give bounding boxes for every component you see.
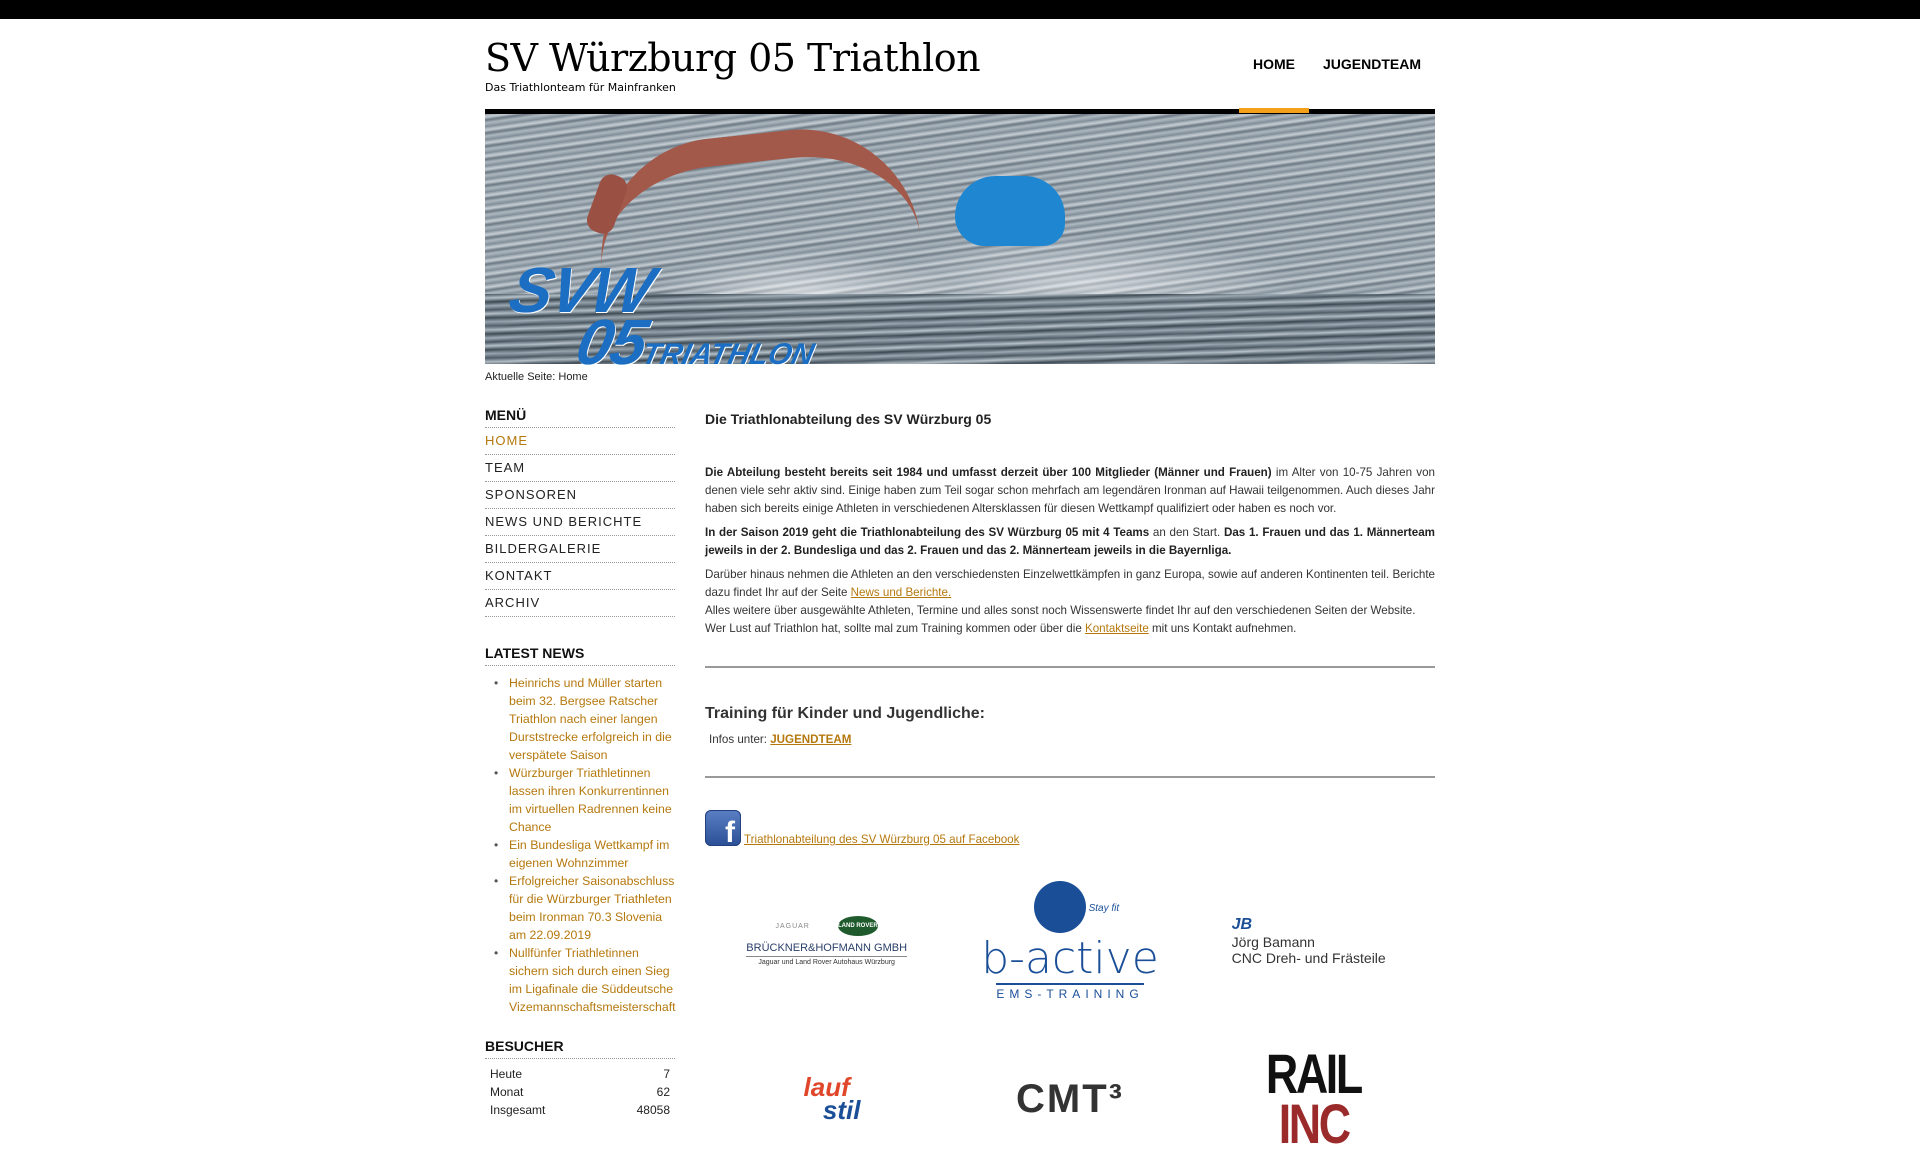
main-columns bbox=[485, 401, 1435, 1164]
sponsor-cmt3-logo[interactable] bbox=[948, 1034, 1191, 1164]
divider bbox=[705, 666, 1435, 668]
season-text: an den Start. bbox=[1149, 526, 1224, 539]
breadcrumb: Aktuelle Seite: Home bbox=[485, 371, 588, 383]
visitors-title: BESUCHER bbox=[485, 1038, 675, 1059]
banner-swimmer-arm bbox=[590, 118, 921, 271]
visitor-row-total bbox=[490, 1101, 670, 1119]
visitor-label: Insgesamt bbox=[490, 1103, 546, 1117]
jugendteam-link[interactable]: JUGENDTEAM bbox=[770, 733, 852, 746]
divider bbox=[705, 776, 1435, 778]
visitor-label: Heute bbox=[490, 1067, 523, 1081]
sidebar-item-news-und-berichte[interactable]: NEWS UND BERICHTE bbox=[485, 509, 675, 536]
facebook-row bbox=[705, 810, 1435, 849]
news-item[interactable]: • Heinrichs und Müller starten beim 32. Bergsee Ratscher Triathlon nach einer langen Durststrecke erfolgreich in die verspätete Saison bbox=[509, 674, 675, 764]
sponsor-sub: INC bbox=[1278, 1092, 1349, 1155]
facebook-icon[interactable] bbox=[705, 810, 741, 849]
facebook-link[interactable]: Triathlonabteilung des SV Würzburg 05 auf Facebook bbox=[744, 833, 1020, 846]
latest-news-title: LATEST NEWS bbox=[485, 645, 675, 666]
more-paragraph bbox=[705, 566, 1435, 638]
visitor-value: 7 bbox=[663, 1067, 670, 1081]
intro-paragraph bbox=[705, 464, 1435, 518]
site-tagline: Das Triathlonteam für Mainfranken bbox=[485, 81, 676, 94]
logo-svw: SVW bbox=[503, 254, 659, 326]
training-heading: Training für Kinder und Jugendliche: bbox=[705, 705, 986, 722]
sidebar-item-team[interactable]: TEAM bbox=[485, 455, 675, 482]
sidebar bbox=[485, 401, 675, 1164]
facebook-glyph: f bbox=[725, 816, 735, 849]
jaguar-icon: JAGUAR bbox=[775, 922, 810, 930]
sponsor-sub: stil bbox=[822, 1095, 861, 1125]
season-bold-2: Das 1. Frauen und das 1. Männerteam jeweils in der 2. Bundesliga und das 2. Frauen und das 2. Männerteam jeweils in die Bayernliga. bbox=[705, 526, 1435, 557]
sponsor-name: b-active bbox=[981, 933, 1159, 984]
visitor-label: Monat bbox=[490, 1085, 524, 1099]
sponsor-name: Jörg Bamann bbox=[1231, 934, 1315, 950]
more-text: Darüber hinaus nehmen die Athleten an den verschiedensten Einzelwettkämpfen in ganz Europa, sowie auf anderen Kontinenten teil. Berichte dazu findet Ihr auf der Seite bbox=[705, 568, 1435, 599]
content-heading: Die Triathlonabteilung des SV Würzburg 05 bbox=[705, 411, 992, 427]
sidebar-item-kontakt[interactable]: KONTAKT bbox=[485, 563, 675, 590]
main-content bbox=[705, 401, 1435, 1164]
sponsor-sub: EMS-TRAINING bbox=[996, 983, 1143, 1001]
site-title[interactable]: SV Würzburg 05 Triathlon bbox=[485, 36, 981, 80]
menu-title: MENÜ bbox=[485, 407, 675, 428]
kontaktseite-link[interactable]: Kontaktseite bbox=[1084, 622, 1149, 635]
nav-jugendteam[interactable]: JUGENDTEAM bbox=[1322, 56, 1421, 72]
sidebar-item-bildergalerie[interactable]: BILDERGALERIE bbox=[485, 536, 675, 563]
sponsor-name: BRÜCKNER&HOFMANN GMBH bbox=[746, 942, 907, 957]
visitor-value: 62 bbox=[656, 1085, 670, 1099]
sponsor-sub: CNC Dreh- und Frästeile bbox=[1231, 950, 1386, 966]
logo-05: 05 bbox=[570, 306, 653, 378]
infos-label: Infos unter: bbox=[709, 733, 771, 746]
link-period: . bbox=[947, 586, 952, 599]
visitor-counter bbox=[485, 1065, 675, 1119]
news-item[interactable]: • Würzburger Triathletinnen lassen ihren Konkurrentinnen im virtuellen Radrennen keine Chance bbox=[509, 764, 675, 836]
news-item[interactable]: • Ein Bundesliga Wettkampf im eigenen Wohnzimmer bbox=[509, 836, 675, 872]
sidebar-item-home[interactable]: HOME bbox=[485, 428, 675, 455]
latest-news-list bbox=[485, 674, 675, 1016]
jaguar-landrover-marks bbox=[775, 916, 877, 936]
sidebar-item-sponsoren[interactable]: SPONSOREN bbox=[485, 482, 675, 509]
season-bold: In der Saison 2019 geht die Triathlonabteilung des SV Würzburg 05 mit 4 Teams bbox=[705, 526, 1150, 539]
news-und-berichte-link[interactable]: News und Berichte bbox=[850, 586, 948, 599]
sponsor-logos bbox=[705, 876, 1435, 1164]
intro-text: im Alter von 10-75 Jahren von denen viele sehr aktiv sind. Einige haben zum Teil sogar schon mehrfach am legendären Ironman auf Hawaii teilgenommen. Auch dieses Jahr haben sich bereits einige Athleten in verschiedenen Altersklassen für diesen Wettkampf qualifiziert oder haben es noch vor. bbox=[705, 466, 1435, 515]
sponsor-brueckner-hofmann-logo[interactable] bbox=[705, 876, 948, 1006]
sponsor-name: CMT³ bbox=[1016, 1076, 1124, 1121]
sponsor-name: RAIL bbox=[1265, 1042, 1361, 1105]
sponsor-joerg-bamann-logo[interactable] bbox=[1192, 876, 1435, 1006]
nav-home[interactable]: HOME bbox=[1239, 19, 1309, 109]
jb-mark-icon: JB bbox=[1231, 916, 1253, 933]
sponsor-laufstil-logo[interactable] bbox=[705, 1034, 948, 1164]
sidebar-item-archiv[interactable]: ARCHIV bbox=[485, 590, 675, 617]
news-item[interactable]: • Erfolgreicher Saisonabschluss für die Würzburger Triathleten beim Ironman 70.3 Slovenia am 22.09.2019 bbox=[509, 872, 675, 944]
heartbeat-icon bbox=[1034, 881, 1086, 933]
intro-bold: Die Abteilung besteht bereits seit 1984 und umfasst derzeit über 100 Mitglieder (Männer und Frauen) bbox=[705, 466, 1272, 479]
visitor-row-today bbox=[490, 1065, 670, 1083]
land-rover-icon: LAND ROVER bbox=[838, 916, 878, 936]
sponsor-name: lauf bbox=[803, 1072, 850, 1102]
top-nav bbox=[1239, 19, 1435, 109]
infos-line bbox=[705, 733, 1435, 746]
sponsor-rail-inc-logo[interactable] bbox=[1192, 1034, 1435, 1164]
news-item[interactable]: • Nullfünfer Triathletinnen sichern sich durch einen Sieg im Ligafinale die Süddeutsche Vizemannschaftsmeisterschaft bbox=[509, 944, 675, 1016]
browser-top-bar bbox=[0, 0, 1920, 19]
visitor-value: 48058 bbox=[636, 1103, 670, 1117]
logo-triathlon: TRIATHLON bbox=[638, 338, 818, 371]
visitor-row-month bbox=[490, 1083, 670, 1101]
sponsor-sub: Jaguar und Land Rover Autohaus Würzburg bbox=[758, 959, 895, 966]
contact-text: Wer Lust auf Triathlon hat, sollte mal zum Training kommen oder über die bbox=[705, 622, 1085, 635]
page-wrapper bbox=[485, 19, 1435, 1164]
season-paragraph bbox=[705, 524, 1435, 560]
sponsor-b-active-logo[interactable] bbox=[948, 876, 1191, 1006]
banner-swim-cap bbox=[955, 176, 1065, 246]
more-text-2: Alles weitere über ausgewählte Athleten, Termine und alles sonst noch Wissenswerte findet Ihr auf den verschiedenen Seiten der Website. bbox=[705, 604, 1416, 617]
site-header bbox=[485, 19, 1435, 109]
contact-text-end: mit uns Kontakt aufnehmen. bbox=[1148, 622, 1297, 635]
